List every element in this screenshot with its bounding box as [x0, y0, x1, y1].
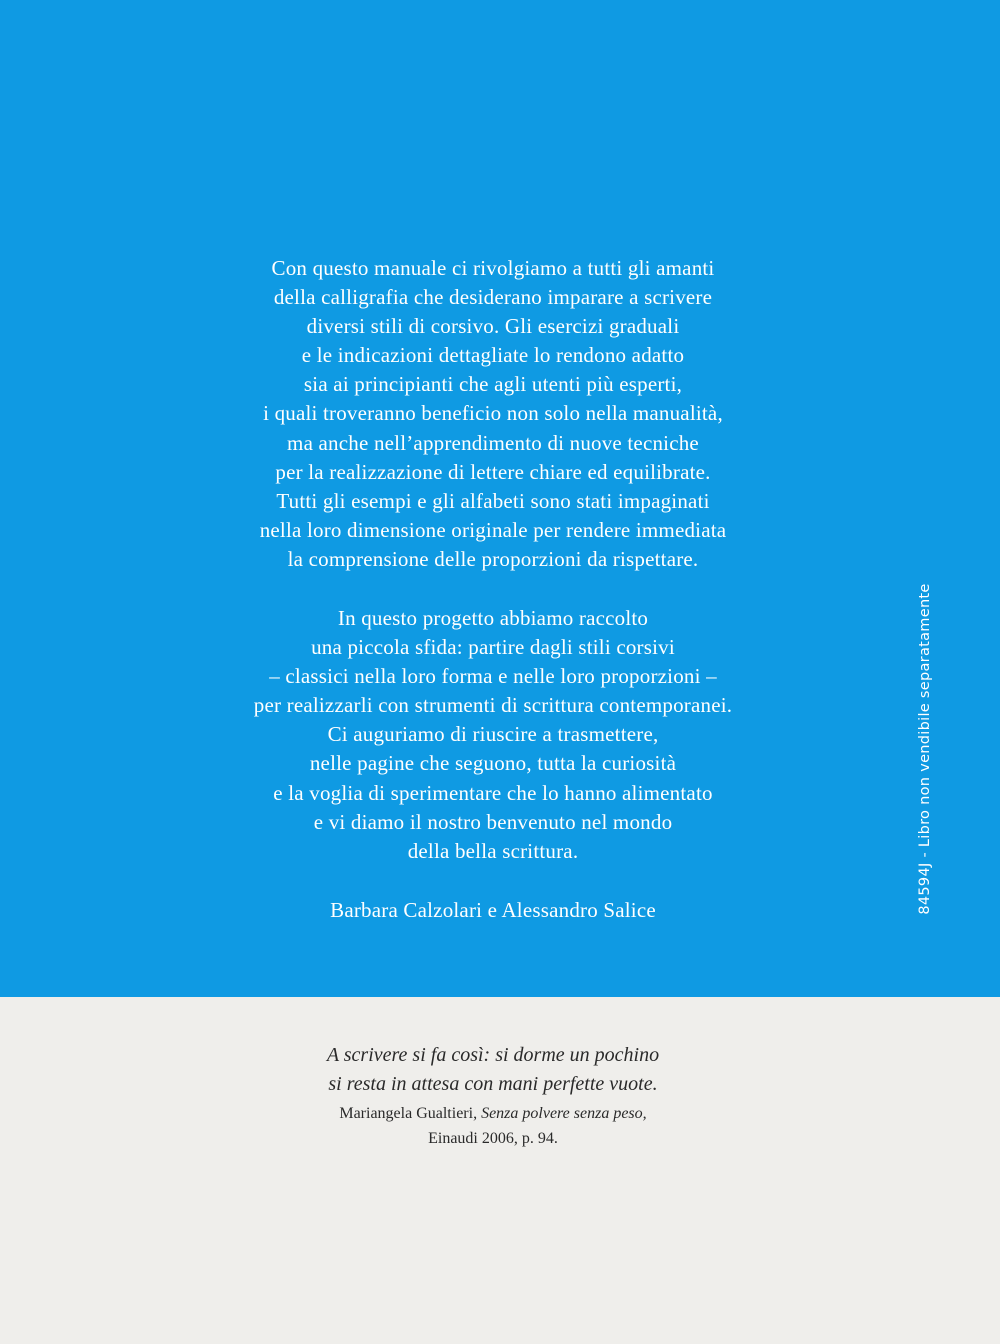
blurb-line: e le indicazioni dettagliate lo rendono adatto	[301, 343, 685, 368]
blurb-paragraph-2	[150, 604, 836, 866]
authors-line: Barbara Calzolari e Alessandro Salice	[330, 898, 656, 922]
blurb-paragraph-1	[150, 254, 836, 574]
quote-citation	[150, 1101, 836, 1126]
blurb-line: – classici nella loro forma e nelle loro proporzioni –	[269, 664, 717, 689]
blurb-line: i quali troveranno beneficio non solo nella manualità,	[263, 401, 723, 426]
blurb-line: nella loro dimensione originale per rendere immediata	[259, 517, 727, 542]
blurb-line: Tutti gli esempi e gli alfabeti sono stati impaginati	[276, 488, 710, 513]
blurb-line: della calligrafia che desiderano imparare a scrivere	[273, 285, 713, 310]
citation-author: Mariangela Gualtieri,	[339, 1105, 482, 1122]
blurb-line: della bella scrittura.	[407, 838, 579, 863]
blurb-line: per la realizzazione di lettere chiare ed equilibrate.	[275, 459, 711, 484]
blurb-line: e la voglia di sperimentare che lo hanno alimentato	[273, 780, 713, 805]
blurb-line: sia ai principianti che agli utenti più esperti,	[303, 372, 683, 397]
blurb-line: nelle pagine che seguono, tutta la curiosità	[309, 751, 677, 776]
quote-line: A scrivere si fa così: si dorme un pochino	[326, 1044, 660, 1066]
blurb-line: una piccola sfida: partire dagli stili corsivi	[311, 635, 675, 660]
blurb-line: e vi diamo il nostro benvenuto nel mondo	[313, 809, 673, 834]
blurb-line: In questo progetto abbiamo raccolto	[337, 606, 649, 630]
quote-line: si resta in attesa con mani perfette vuote.	[328, 1073, 658, 1095]
epigraph-quote	[150, 1041, 836, 1151]
blurb-line: Con questo manuale ci rivolgiamo a tutti gli amanti	[271, 256, 715, 280]
blurb-line: Ci auguriamo di riuscire a trasmettere,	[327, 722, 659, 747]
citation-title: Senza polvere senza peso,	[481, 1105, 647, 1122]
authors-signature	[150, 896, 836, 925]
citation-publisher: Einaudi 2006, p. 94.	[428, 1130, 558, 1147]
side-note-not-for-sale: 84594J - Libro non vendibile separatamente	[917, 583, 933, 915]
blurb-line: diversi stili di corsivo. Gli esercizi graduali	[306, 314, 680, 339]
blurb-line: la comprensione delle proporzioni da rispettare.	[287, 546, 699, 571]
blurb-line: ma anche nell’apprendimento di nuove tecniche	[287, 430, 699, 455]
blurb-line: per realizzarli con strumenti di scrittura contemporanei.	[253, 693, 733, 718]
